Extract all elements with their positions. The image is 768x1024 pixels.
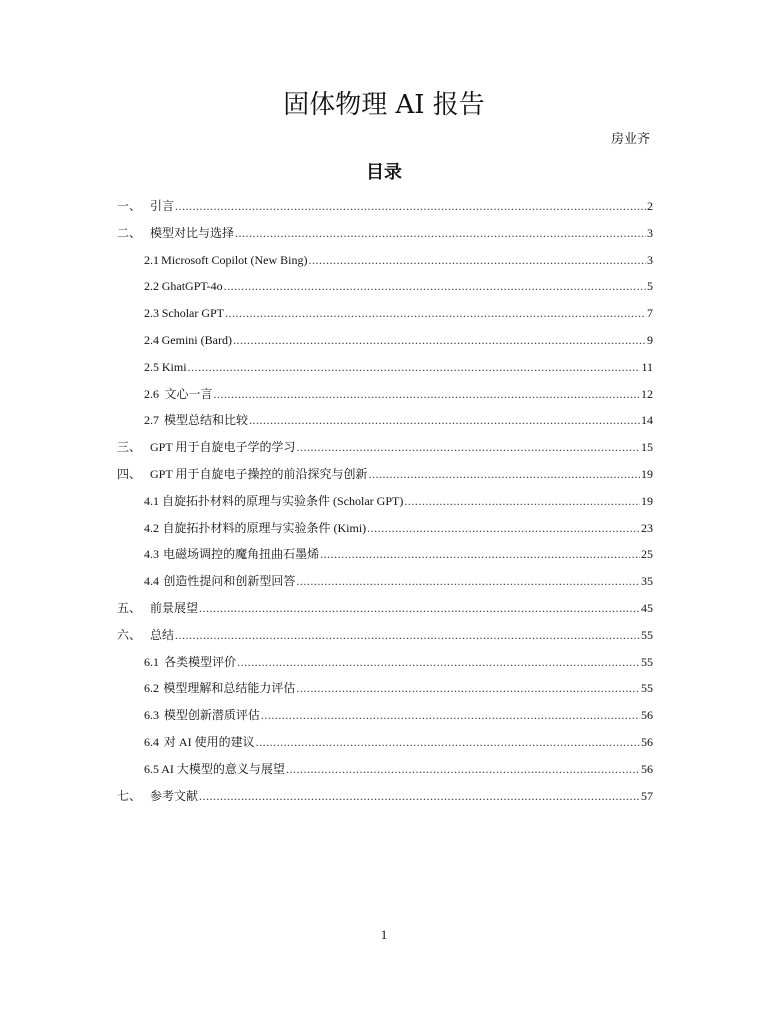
toc-entry-page: 25 bbox=[641, 547, 653, 562]
toc-entry-page: 56 bbox=[641, 761, 653, 776]
toc-entry-model-comparison[interactable] bbox=[117, 220, 653, 247]
toc-entry-page: 23 bbox=[641, 520, 654, 535]
toc-entry-title: 电磁场调控的魔角扭曲石墨烯 bbox=[163, 547, 320, 562]
toc-entry-title: AI 大模型的意义与展望 bbox=[161, 761, 285, 776]
toc-entry-page: 57 bbox=[641, 788, 653, 803]
toc-entry-page: 11 bbox=[641, 359, 653, 374]
toc-entry-page: 56 bbox=[640, 734, 653, 749]
toc-entry-number: 三、 bbox=[117, 440, 142, 455]
toc-entry-number: 6.1 bbox=[144, 654, 159, 669]
toc-entry-creative-questions[interactable] bbox=[117, 568, 653, 595]
toc-entry-title: 自旋拓扑材料的原理与实验条件 (Scholar GPT) bbox=[162, 493, 404, 508]
toc-entry-page: 55 bbox=[641, 654, 653, 669]
toc-entry-number: 6.5 bbox=[144, 761, 159, 776]
toc-entry-number: 2.7 bbox=[144, 413, 159, 428]
toc-leader-dots bbox=[225, 300, 646, 327]
toc-entry-topo-kimi[interactable] bbox=[117, 515, 653, 542]
toc-entry-page: 55 bbox=[641, 627, 653, 642]
toc-entry-title: Kimi bbox=[161, 359, 187, 374]
toc-entry-model-summary[interactable] bbox=[117, 407, 653, 434]
author-name: 房业齐 bbox=[610, 131, 650, 146]
toc-entry-outlook[interactable] bbox=[117, 595, 653, 622]
toc-entry-ai-usage-advice[interactable] bbox=[117, 729, 653, 756]
toc-entry-title: 前景展望 bbox=[150, 600, 199, 615]
toc-leader-dots bbox=[213, 381, 640, 408]
toc-leader-dots bbox=[249, 407, 640, 434]
toc-entry-page: 12 bbox=[641, 386, 654, 401]
toc-entry-gemini[interactable] bbox=[117, 327, 653, 354]
toc-entry-page: 14 bbox=[641, 413, 653, 428]
toc-entry-number: 4.2 bbox=[144, 520, 159, 535]
toc-entry-number: 2.1 bbox=[144, 252, 159, 267]
toc-leader-dots bbox=[320, 541, 640, 568]
toc-entry-number: 五、 bbox=[117, 600, 142, 615]
toc-entry-topo-scholar-gpt[interactable] bbox=[117, 488, 653, 515]
toc-entry-title: 模型总结和比较 bbox=[164, 413, 249, 428]
toc-entry-page: 2 bbox=[647, 199, 653, 213]
toc-leader-dots bbox=[296, 675, 640, 702]
toc-leader-dots bbox=[233, 327, 646, 354]
toc-entry-summary[interactable] bbox=[117, 622, 653, 649]
toc-entry-number: 一、 bbox=[117, 199, 142, 213]
toc-leader-dots bbox=[199, 783, 640, 810]
toc-leader-dots bbox=[308, 247, 646, 274]
toc-entry-number: 6.2 bbox=[144, 681, 159, 696]
toc-entry-page: 35 bbox=[641, 574, 654, 589]
toc-leader-dots bbox=[237, 649, 640, 676]
toc-entry-number: 2.2 bbox=[144, 279, 159, 294]
toc-entry-number: 六、 bbox=[117, 627, 142, 642]
toc-entry-page: 45 bbox=[641, 600, 653, 615]
document-title: 固体物理 AI 报告 bbox=[283, 90, 485, 120]
toc-entry-page: 15 bbox=[641, 440, 653, 455]
toc-entry-number: 4.1 bbox=[144, 493, 159, 508]
toc-entry-copilot[interactable] bbox=[117, 247, 653, 274]
toc-leader-dots bbox=[188, 354, 641, 381]
toc-entry-title: GPT 用于自旋电子操控的前沿探究与创新 bbox=[150, 466, 368, 481]
toc-entry-title: GhatGPT-4o bbox=[161, 279, 223, 294]
table-of-contents bbox=[117, 193, 653, 809]
toc-entry-comprehension-evaluation[interactable] bbox=[117, 675, 653, 702]
toc-leader-dots bbox=[175, 622, 640, 649]
toc-entry-number: 二、 bbox=[117, 225, 142, 240]
toc-entry-title: GPT 用于自旋电子学的学习 bbox=[150, 440, 296, 455]
toc-leader-dots bbox=[224, 273, 646, 300]
toc-leader-dots bbox=[296, 568, 640, 595]
toc-entry-page: 19 bbox=[640, 493, 653, 508]
toc-entry-chatgpt-4o[interactable] bbox=[117, 273, 653, 300]
toc-entry-innovation-evaluation[interactable] bbox=[117, 702, 653, 729]
toc-leader-dots bbox=[256, 729, 640, 756]
toc-entry-title: 模型理解和总结能力评估 bbox=[163, 681, 296, 696]
toc-entry-number: 6.3 bbox=[144, 708, 159, 723]
toc-entry-page: 56 bbox=[641, 708, 653, 723]
toc-entry-number: 4.3 bbox=[144, 547, 159, 562]
toc-entry-title: 参考文献 bbox=[150, 788, 199, 803]
toc-entry-number: 2.4 bbox=[144, 332, 159, 347]
toc-entry-wenxin[interactable] bbox=[117, 381, 653, 408]
toc-entry-page: 9 bbox=[647, 332, 653, 347]
toc-entry-number: 2.5 bbox=[144, 359, 159, 374]
toc-entry-number: 四、 bbox=[117, 466, 142, 481]
toc-leader-dots bbox=[261, 702, 640, 729]
toc-entry-title: 对 AI 使用的建议 bbox=[163, 734, 255, 749]
toc-entry-title: 总结 bbox=[150, 627, 175, 642]
toc-entry-number: 七、 bbox=[117, 788, 142, 803]
toc-entry-title: 模型创新潜质评估 bbox=[163, 708, 260, 723]
toc-entry-number: 2.3 bbox=[144, 306, 159, 321]
toc-leader-dots bbox=[296, 434, 640, 461]
toc-entry-title: 自旋拓扑材料的原理与实验条件 (Kimi) bbox=[162, 520, 367, 535]
toc-leader-dots bbox=[199, 595, 640, 622]
toc-entry-model-evaluation[interactable] bbox=[117, 649, 653, 676]
toc-entry-title: 各类模型评价 bbox=[164, 654, 237, 669]
toc-entry-title: 引言 bbox=[150, 199, 175, 213]
toc-entry-kimi[interactable] bbox=[117, 354, 653, 381]
toc-entry-page: 3 bbox=[647, 225, 653, 240]
toc-entry-page: 19 bbox=[641, 466, 653, 481]
toc-entry-title: 文心一言 bbox=[164, 386, 213, 401]
toc-entry-spin-control-frontier[interactable] bbox=[117, 461, 653, 488]
toc-entry-title: Scholar GPT bbox=[161, 306, 225, 321]
toc-entry-title: 模型对比与选择 bbox=[150, 225, 235, 240]
toc-leader-dots bbox=[404, 488, 640, 515]
toc-heading: 目录 bbox=[366, 162, 402, 182]
toc-entry-number: 6.4 bbox=[144, 734, 159, 749]
toc-entry-spintronics-learning[interactable] bbox=[117, 434, 653, 461]
toc-entry-introduction[interactable] bbox=[117, 193, 653, 220]
toc-entry-scholar-gpt[interactable] bbox=[117, 300, 653, 327]
toc-entry-page: 5 bbox=[647, 279, 653, 294]
page-number: 1 bbox=[380, 927, 388, 942]
toc-entry-page: 3 bbox=[647, 252, 653, 267]
toc-entry-page: 55 bbox=[641, 681, 654, 696]
toc-leader-dots bbox=[368, 461, 640, 488]
toc-entry-number: 2.6 bbox=[144, 386, 159, 401]
toc-entry-ai-significance[interactable] bbox=[117, 756, 653, 783]
toc-entry-references[interactable] bbox=[117, 783, 653, 810]
toc-entry-title: Gemini (Bard) bbox=[161, 332, 232, 347]
toc-leader-dots bbox=[286, 756, 640, 783]
toc-entry-number: 4.4 bbox=[144, 574, 159, 589]
toc-leader-dots bbox=[175, 193, 646, 220]
toc-entry-title: 创造性提问和创新型回答 bbox=[163, 574, 296, 589]
toc-entry-page: 7 bbox=[647, 306, 653, 321]
toc-entry-magic-angle-graphene[interactable] bbox=[117, 541, 653, 568]
toc-entry-title: Microsoft Copilot (New Bing) bbox=[161, 252, 308, 267]
toc-leader-dots bbox=[367, 515, 640, 542]
toc-leader-dots bbox=[235, 220, 646, 247]
